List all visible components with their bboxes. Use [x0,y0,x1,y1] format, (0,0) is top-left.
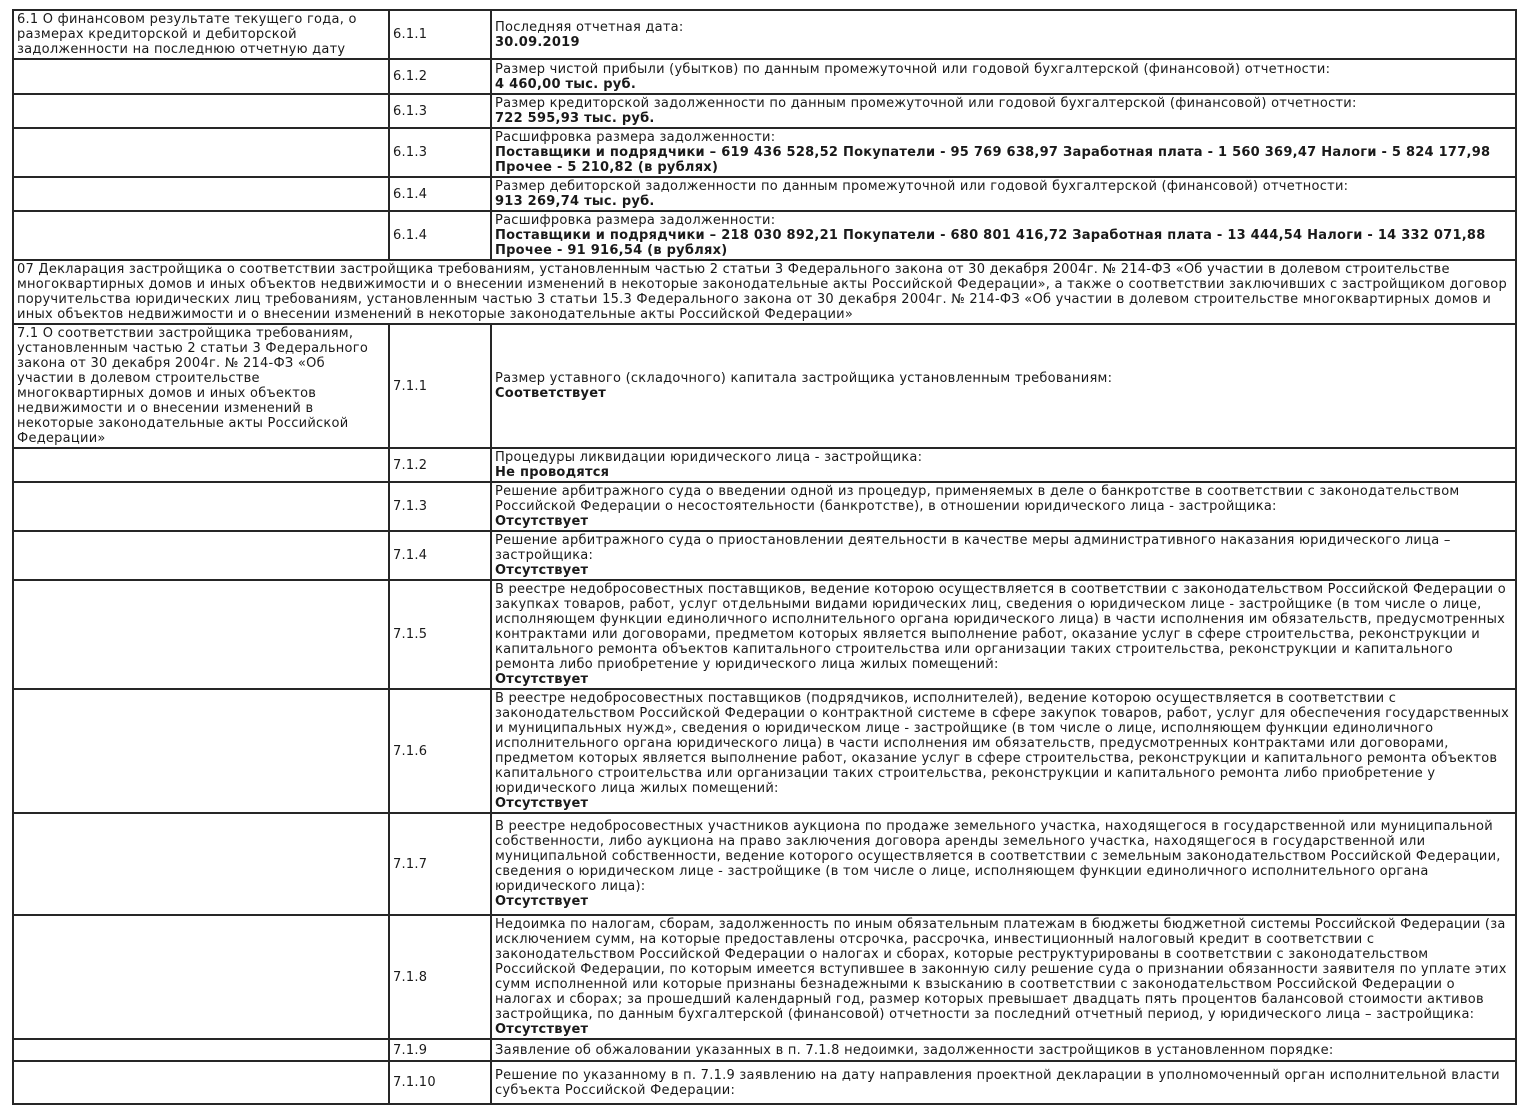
table-row [13,448,1516,482]
item-number-cell: 7.1.7 [389,813,491,915]
table-row [13,813,1516,915]
item-answer: Поставщики и подрядчики – 619 436 528,52 Покупатели - 95 769 638,97 Заработная плата - 1 560 369,47 Налоги - 5 824 177,98 Прочее - 5 210,82 (в рублях) [495,145,1491,175]
item-answer: Отсутствует [495,563,589,578]
item-content-cell [491,531,1516,580]
item-content-cell [491,813,1516,915]
item-content-cell [491,10,1516,59]
table-row [13,128,1516,177]
item-question: Размер чистой прибыли (убытков) по данным промежуточной или годовой бухгалтерской (финансовой) отчетности: [495,61,1331,77]
section-label-cell [13,813,389,915]
item-question: Решение по указанному в п. 7.1.9 заявлению на дату направления проектной декларации в уполномоченный орган исполнительной власти субъекта Российской Федерации: [495,1067,1500,1098]
item-question: Расшифровка размера задолженности: [495,213,776,228]
item-question: Заявление об обжаловании указанных в п. 7.1.8 недоимки, задолженности застройщиков в установленном порядке: [495,1042,1334,1058]
section-label-cell [13,128,389,177]
section-label-cell [13,94,389,128]
item-question: Размер кредиторской задолженности по данным промежуточной или годовой бухгалтерской (финансовой) отчетности: [495,96,1357,111]
item-number-cell: 7.1.1 [389,324,491,448]
item-answer: Отсутствует [495,514,589,529]
item-content-cell [491,915,1516,1039]
item-number-cell: 7.1.5 [389,580,491,689]
section-header-row [13,260,1516,324]
item-answer: Отсутствует [495,894,589,909]
table-row [13,580,1516,689]
section-label-cell [13,915,389,1039]
item-answer: Отсутствует [495,672,589,687]
section-label-cell [13,482,389,531]
table-row [13,59,1516,94]
item-question: Недоимка по налогам, сборам, задолженность по иным обязательным платежам в бюджеты бюджетной системы Российской Федерации (за исключением сумм, на которые предоставлены отсрочка, рассрочка, инвестиционный налоговый кредит в соответствии с законодательством Российской Федерации о налогах и сборах, которые реструктурированы в соответствии с законодательством Российской Федерации, по которым имеется вступившее в законную силу решение суда о признании обязанности заявителя по уплате этих сумм исполненной или которые признаны безнадежными к взысканию в соответствии с законодательством Российской Федерации о налогах и сборах; за прошедший календарный год, размер которых превышает двадцать пять процентов балансовой стоимости активов застройщика, по данным бухгалтерской (финансовой) отчетности за последний отчетный период, у юридического лица – застройщика: [495,917,1507,1022]
item-question: В реестре недобросовестных поставщиков, ведение которою осуществляется в соответствии с законодательством Российской Федерации о закупках товаров, работ, услуг отдельными видами юридических лиц, сведения о юридическом лице - застройщике (в том числе о лице, исполняющем функции единоличного исполнительного органа юридического лица) в части исполнения им обязательств, предусмотренных контрактами или договорами, предметом которых является выполнение работ, оказание услуг в сфере строительства, реконструкции и капитального ремонта объектов капитального строительства или организации таких строительства, реконструкции и капитального ремонта либо приобретение у юридического лица жилых помещений: [495,582,1506,672]
item-number-cell: 6.1.3 [389,94,491,128]
item-question: Решение арбитражного суда о введении одной из процедур, применяемых в деле о банкротстве в соответствии с законодательством Российской Федерации о несостоятельности (банкротстве), в отношении юридического лица - застройщика: [495,484,1460,514]
item-question: В реестре недобросовестных поставщиков (подрядчиков, исполнителей), ведение которою осуществляется в соответствии с законодательством Российской Федерации о контрактной системе в сфере закупок товаров, работ, услуг для обеспечения государственных и муниципальных нужд», сведения о юридическом лице - застройщике (в том числе о лице, исполняющем функции единоличного исполнительного органа юридического лица) в части исполнения им обязательств, предусмотренных контрактами или договорами, предметом которых является выполнение работ, оказание услуг в сфере строительства, реконструкции и капитального ремонта объектов капитального строительства или организации таких строительства, реконструкции и капитального ремонта либо приобретение у юридического лица жилых помещений: [495,691,1510,796]
section-label-cell: 7.1 О соответствии застройщика требованиям, установленным частью 2 статьи 3 Федерального закона от 30 декабря 2004г. № 214-ФЗ «Об участии в долевом строительстве многоквартирных домов и иных объектов недвижимости и о внесении изменений в некоторые законодательные акты Российской Федерации» [13,324,389,448]
table-row [13,177,1516,211]
declaration-table [12,9,1517,1105]
item-content-cell [491,482,1516,531]
item-content-cell [491,1039,1516,1061]
item-number-cell: 7.1.9 [389,1039,491,1061]
section-label-cell [13,531,389,580]
item-question: В реестре недобросовестных участников аукциона по продаже земельного участка, находящегося в государственной или муниципальной собственности, либо аукциона на право заключения договора аренды земельного участка, находящегося в государственной или муниципальной собственности, ведение которого осуществляется в соответствии с земельным законодательством Российской Федерации, сведения о юридическом лице - застройщике (в том числе о лице, исполняющем функции единоличного исполнительного органа юридического лица): [495,819,1501,894]
section-label-cell [13,689,389,813]
item-content-cell [491,94,1516,128]
item-answer: 4 460,00 тыс. руб. [495,76,637,92]
item-answer: 30.09.2019 [495,34,580,50]
item-number-cell: 7.1.8 [389,915,491,1039]
table-row [13,689,1516,813]
item-question: Размер уставного (складочного) капитала застройщика установленным требованиям: [495,371,1113,386]
item-content-cell [491,324,1516,448]
table-row [13,324,1516,448]
table-row [13,10,1516,59]
item-number-cell: 6.1.3 [389,128,491,177]
item-answer: 913 269,74 тыс. руб. [495,194,655,209]
table-row [13,94,1516,128]
section-label-cell [13,1039,389,1061]
item-number-cell: 7.1.3 [389,482,491,531]
item-content-cell [491,1061,1516,1104]
item-content-cell [491,59,1516,94]
table-row [13,211,1516,260]
item-question: Решение арбитражного суда о приостановлении деятельности в качестве меры административного наказания юридического лица – застройщика: [495,533,1451,563]
item-number-cell: 6.1.1 [389,10,491,59]
table-row [13,531,1516,580]
item-number-cell: 7.1.2 [389,448,491,482]
item-content-cell [491,211,1516,260]
section-label-cell [13,211,389,260]
item-question: Размер дебиторской задолженности по данным промежуточной или годовой бухгалтерской (финансовой) отчетности: [495,179,1349,194]
item-answer: Не проводятся [495,465,610,480]
item-question: Последняя отчетная дата: [495,19,684,35]
item-answer: Отсутствует [495,796,589,811]
item-answer: Поставщики и подрядчики – 218 030 892,21 Покупатели - 680 801 416,72 Заработная плата - 13 444,54 Налоги - 14 332 071,88 Прочее - 91 916,54 (в рублях) [495,228,1486,258]
item-content-cell [491,128,1516,177]
section-label-cell: 6.1 О финансовом результате текущего года, о размерах кредиторской и дебиторской задолженности на последнюю отчетную дату [13,10,389,59]
item-number-cell: 6.1.4 [389,211,491,260]
item-number-cell: 7.1.6 [389,689,491,813]
item-content-cell [491,448,1516,482]
item-number-cell: 6.1.2 [389,59,491,94]
section-label-cell [13,1061,389,1104]
item-answer: Отсутствует [495,1022,589,1037]
item-number-cell: 7.1.10 [389,1061,491,1104]
section-header-text: 07 Декларация застройщика о соответствии застройщика требованиям, установленным частью 2 статьи 3 Федерального закона от 30 декабря 2004г. № 214-ФЗ «Об участии в долевом строительстве многоквартирных домов и иных объектов недвижимости и о внесении изменений в некоторые законодательные акты Российской Федерации», а также о соответствии заключивших с застройщиком договор поручительства юридических лиц требованиям, установленным частью 3 статьи 15.3 Федерального закона от 30 декабря 2004г. № 214-ФЗ «Об участии в долевом строительстве многоквартирных домов и иных объектов недвижимости и о внесении изменений в некоторые законодательные акты Российской Федерации» [13,260,1516,324]
item-number-cell: 6.1.4 [389,177,491,211]
section-label-cell [13,177,389,211]
section-label-cell [13,580,389,689]
table-row [13,1039,1516,1061]
table-row [13,482,1516,531]
section-label-cell [13,448,389,482]
item-content-cell [491,177,1516,211]
table-row [13,915,1516,1039]
document-page [0,9,1528,1098]
item-question: Процедуры ликвидации юридического лица - застройщика: [495,450,923,465]
item-answer: Соответствует [495,386,607,401]
item-content-cell [491,580,1516,689]
item-number-cell: 7.1.4 [389,531,491,580]
section-label-cell [13,59,389,94]
item-question: Расшифровка размера задолженности: [495,130,776,145]
item-content-cell [491,689,1516,813]
table-row [13,1061,1516,1104]
item-answer: 722 595,93 тыс. руб. [495,111,655,126]
